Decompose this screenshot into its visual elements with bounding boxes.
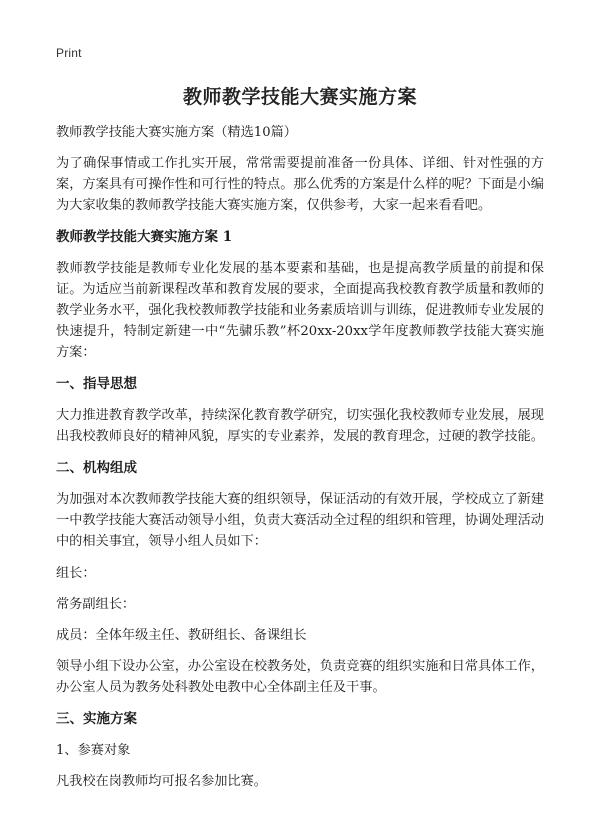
heading-implementation: 三、实施方案 (56, 711, 137, 727)
section-intro-paragraph: 教师教学技能是教师专业化发展的基本要素和基础，也是提高教学质量的前提和保证。为适应当前新课程改革和教育发展的要求，全面提高我校教育教学质量和教师的教学业务水平，强化我校教师教学技能和业务素质培训与训练，促进教师专业发展的快速提升，特制定新建一中“先骕乐教”杯20xx-20xx学年度教师教学技能大赛实施方案： (56, 261, 544, 360)
organization-paragraph: 为加强对本次教师教学技能大赛的组织领导，保证活动的有效开展，学校成立了新建一中教学技能大赛活动领导小组，负责大赛活动全过程的组织和管理，协调处理活动中的相关事宜，领导小组人员如下： (56, 492, 544, 549)
intro-paragraph: 为了确保事情或工作扎实开展，常常需要提前准备一份具体、详细、针对性强的方案，方案具有可操作性和可行性的特点。那么优秀的方案是什么样的呢？下面是小编为大家收集的教师教学技能大赛实施方案，仅供参考，大家一起来看看吧。 (56, 156, 544, 213)
section-title: 教师教学技能大赛实施方案 1 (56, 229, 233, 245)
leader-line: 组长： (56, 566, 96, 581)
office-paragraph: 领导小组下设办公室，办公室设在校教务处，负责竞赛的组织实施和日常具体工作，办公室人员为教务处科教处电教中心全体副主任及干事。 (56, 659, 544, 695)
print-label[interactable]: Print (56, 46, 82, 60)
document-subtitle: 教师教学技能大赛实施方案（精选10篇） (56, 125, 297, 140)
heading-organization: 二、机构组成 (56, 460, 137, 476)
heading-guiding-ideology: 一、指导思想 (56, 376, 137, 392)
item-participants-text: 凡我校在岗教师均可报名参加比赛。 (56, 774, 267, 789)
guiding-ideology-paragraph: 大力推进教育教学改革，持续深化教育教学研究，切实强化我校教师专业发展，展现出我校教师良好的精神风貌，厚实的专业素养，发展的教育理念，过硬的教学技能。 (56, 408, 544, 444)
item-participants-title: 1、参赛对象 (56, 743, 131, 758)
vice-leader-line: 常务副组长： (56, 597, 136, 612)
document-body (56, 122, 544, 802)
members-line: 成员：全体年级主任、教研组长、备课组长 (56, 628, 307, 643)
document-title: 教师教学技能大赛实施方案 (182, 86, 417, 108)
